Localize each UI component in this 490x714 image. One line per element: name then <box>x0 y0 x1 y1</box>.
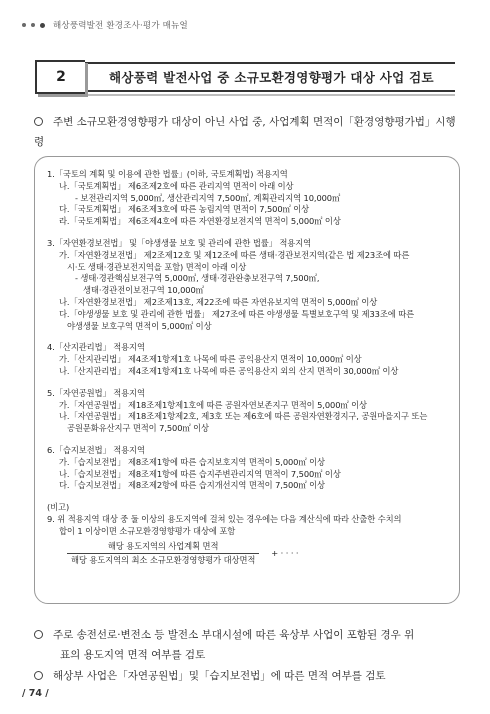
spacer <box>47 378 449 388</box>
regulation-line: 나.「자연공원법」 제18조제1항제2호, 제3호 또는 제6호에 따른 공원자연환경지구, 공원마을지구 또는 <box>59 411 428 422</box>
regulation-line: 시·도 생태·경관보전지역을 포함) 면적이 아래 이상 <box>67 261 247 272</box>
bullet-paragraph-1 <box>34 625 459 665</box>
regulation-line: 가.「자연공원법」 제18조제1항제1호에 따른 공원자연보존지구 면적이 5,000㎡ 이상 <box>59 399 367 410</box>
circle-bullet-icon <box>34 671 43 680</box>
intro-line-1: 주변 소규모환경영향평가 대상이 아닌 사업 중, 사업계획 면적이「환경영향평가법」시행령 <box>34 116 456 148</box>
spacer <box>47 332 449 342</box>
regulation-line: 1.「국토의 계획 및 이용에 관한 법률」(이하, 국토계획법) 적용지역 <box>47 169 288 179</box>
regulation-line: 다.「습지보전법」 제8조제2항에 따른 습지개선지역 면적이 7,500㎡ 이상 <box>59 480 325 491</box>
regulation-line: 다.「국토계획법」 제6조제3호에 따른 농림지역 면적이 7,500㎡ 이상 <box>59 204 310 215</box>
regulation-list <box>47 169 449 567</box>
section-title: 해상풍력 발전사업 중 소규모환경영향평가 대상 사업 검토 <box>83 62 455 92</box>
section-number: 2 <box>35 60 85 94</box>
regulation-line: 라.「국토계획법」 제6조제4호에 따른 자연환경보전지역 면적이 5,000㎡ 이상 <box>59 216 341 227</box>
regulation-line: 4.「산지관리법」 적용지역 <box>47 342 145 353</box>
bullet-1-line-1: 주로 송전선로·변전소 등 발전소 부대시설에 따른 육상부 사업이 포함된 경우 위 <box>53 629 415 641</box>
regulation-line: 생태·경관전이보전구역 10,000㎡ <box>83 285 204 296</box>
regulation-line: 나.「습지보전법」 제8조제1항에 따른 습지주변관리지역 면적이 7,500㎡ 이상 <box>59 468 341 479</box>
area-formula <box>67 541 449 568</box>
spacer <box>47 492 449 502</box>
bullet-2-line-1: 해상부 사업은「자연공원법」및「습지보전법」에 따른 면적 여부를 검토 <box>53 670 386 682</box>
regulation-line: - 보전관리지역 5,000㎡, 생산관리지역 7,500㎡, 계획관리지역 10,000㎡ <box>75 192 341 203</box>
formula-numerator: 해당 용도지역의 사업계획 면적 <box>107 540 219 551</box>
regulation-line: 3.「자연환경보전법」 및「야생생물 보호 및 관리에 관한 법률」 적용지역 <box>47 237 312 248</box>
regulation-line: (비고) <box>47 502 70 513</box>
regulation-line: 가.「습지보전법」 제8조제1항에 따른 습지보호지역 면적이 5,000㎡ 이상 <box>59 456 325 467</box>
page-header <box>22 18 188 32</box>
regulation-line: - 생태·경관핵심보전구역 5,000㎡, 생태·경관완충보전구역 7,500㎡, <box>75 273 320 284</box>
regulation-line: 나.「국토계획법」 제6조제2호에 따른 관리지역 면적이 아래 이상 <box>59 180 294 191</box>
regulation-line: 나.「산지관리법」 제4조제1항제1호 나목에 따른 공익용산지 외의 산지 면적이 30,000㎡ 이상 <box>59 365 399 376</box>
spacer <box>47 228 449 238</box>
page-number: / 74 / <box>22 688 49 699</box>
formula-fraction <box>67 541 259 568</box>
header-dots-icon <box>22 23 45 28</box>
regulation-line: 6.「습지보전법」 적용지역 <box>47 444 145 455</box>
section-heading <box>35 60 455 94</box>
regulation-line: 9. 위 적용지역 대상 중 둘 이상의 용도지역에 걸쳐 있는 경우에는 다음 계산식에 따라 산출한 수치의 <box>47 513 402 524</box>
regulation-box <box>34 156 460 604</box>
regulation-line: 다.「야생생물 보호 및 관리에 관한 법률」 제27조에 따른 야생생물 특별보호구역 및 제33조에 따른 <box>59 308 415 319</box>
bullet-paragraph-2 <box>34 666 459 686</box>
regulation-line: 나.「자연환경보전법」 제2조제13호, 제22조에 따른 자연유보지역 면적이 5,000㎡ 이상 <box>59 296 378 307</box>
formula-denominator: 해당 용도지역의 최소 소규모환경영향평가 대상면적 <box>67 553 259 567</box>
header-title: 해상풍력발전 환경조사·평가 매뉴얼 <box>53 21 188 31</box>
regulation-line: 가.「산지관리법」 제4조제1항제1호 나목에 따른 공익용산지 면적이 10,000㎡ 이상 <box>59 354 362 365</box>
regulation-line: 야생생물 보호구역 면적이 5,000㎡ 이상 <box>67 320 212 331</box>
formula-tail: + · · · · <box>271 547 299 558</box>
regulation-line: 5.「자연공원법」 적용지역 <box>47 387 145 398</box>
regulation-line: 공원문화유산지구 면적이 7,500㎡ 이상 <box>67 423 209 434</box>
spacer <box>47 435 449 445</box>
regulation-line: 합이 1 이상이면 소규모환경영향평가 대상에 포함 <box>59 525 236 536</box>
regulation-line: 가.「자연환경보전법」 제2조제12호 및 제12조에 따른 생태·경관보전지역(같은 법 제23조에 따른 <box>59 249 410 260</box>
bullet-1-line-2: 표의 용도지역 면적 여부를 검토 <box>60 649 206 661</box>
circle-bullet-icon <box>34 117 43 126</box>
circle-bullet-icon <box>34 630 43 639</box>
